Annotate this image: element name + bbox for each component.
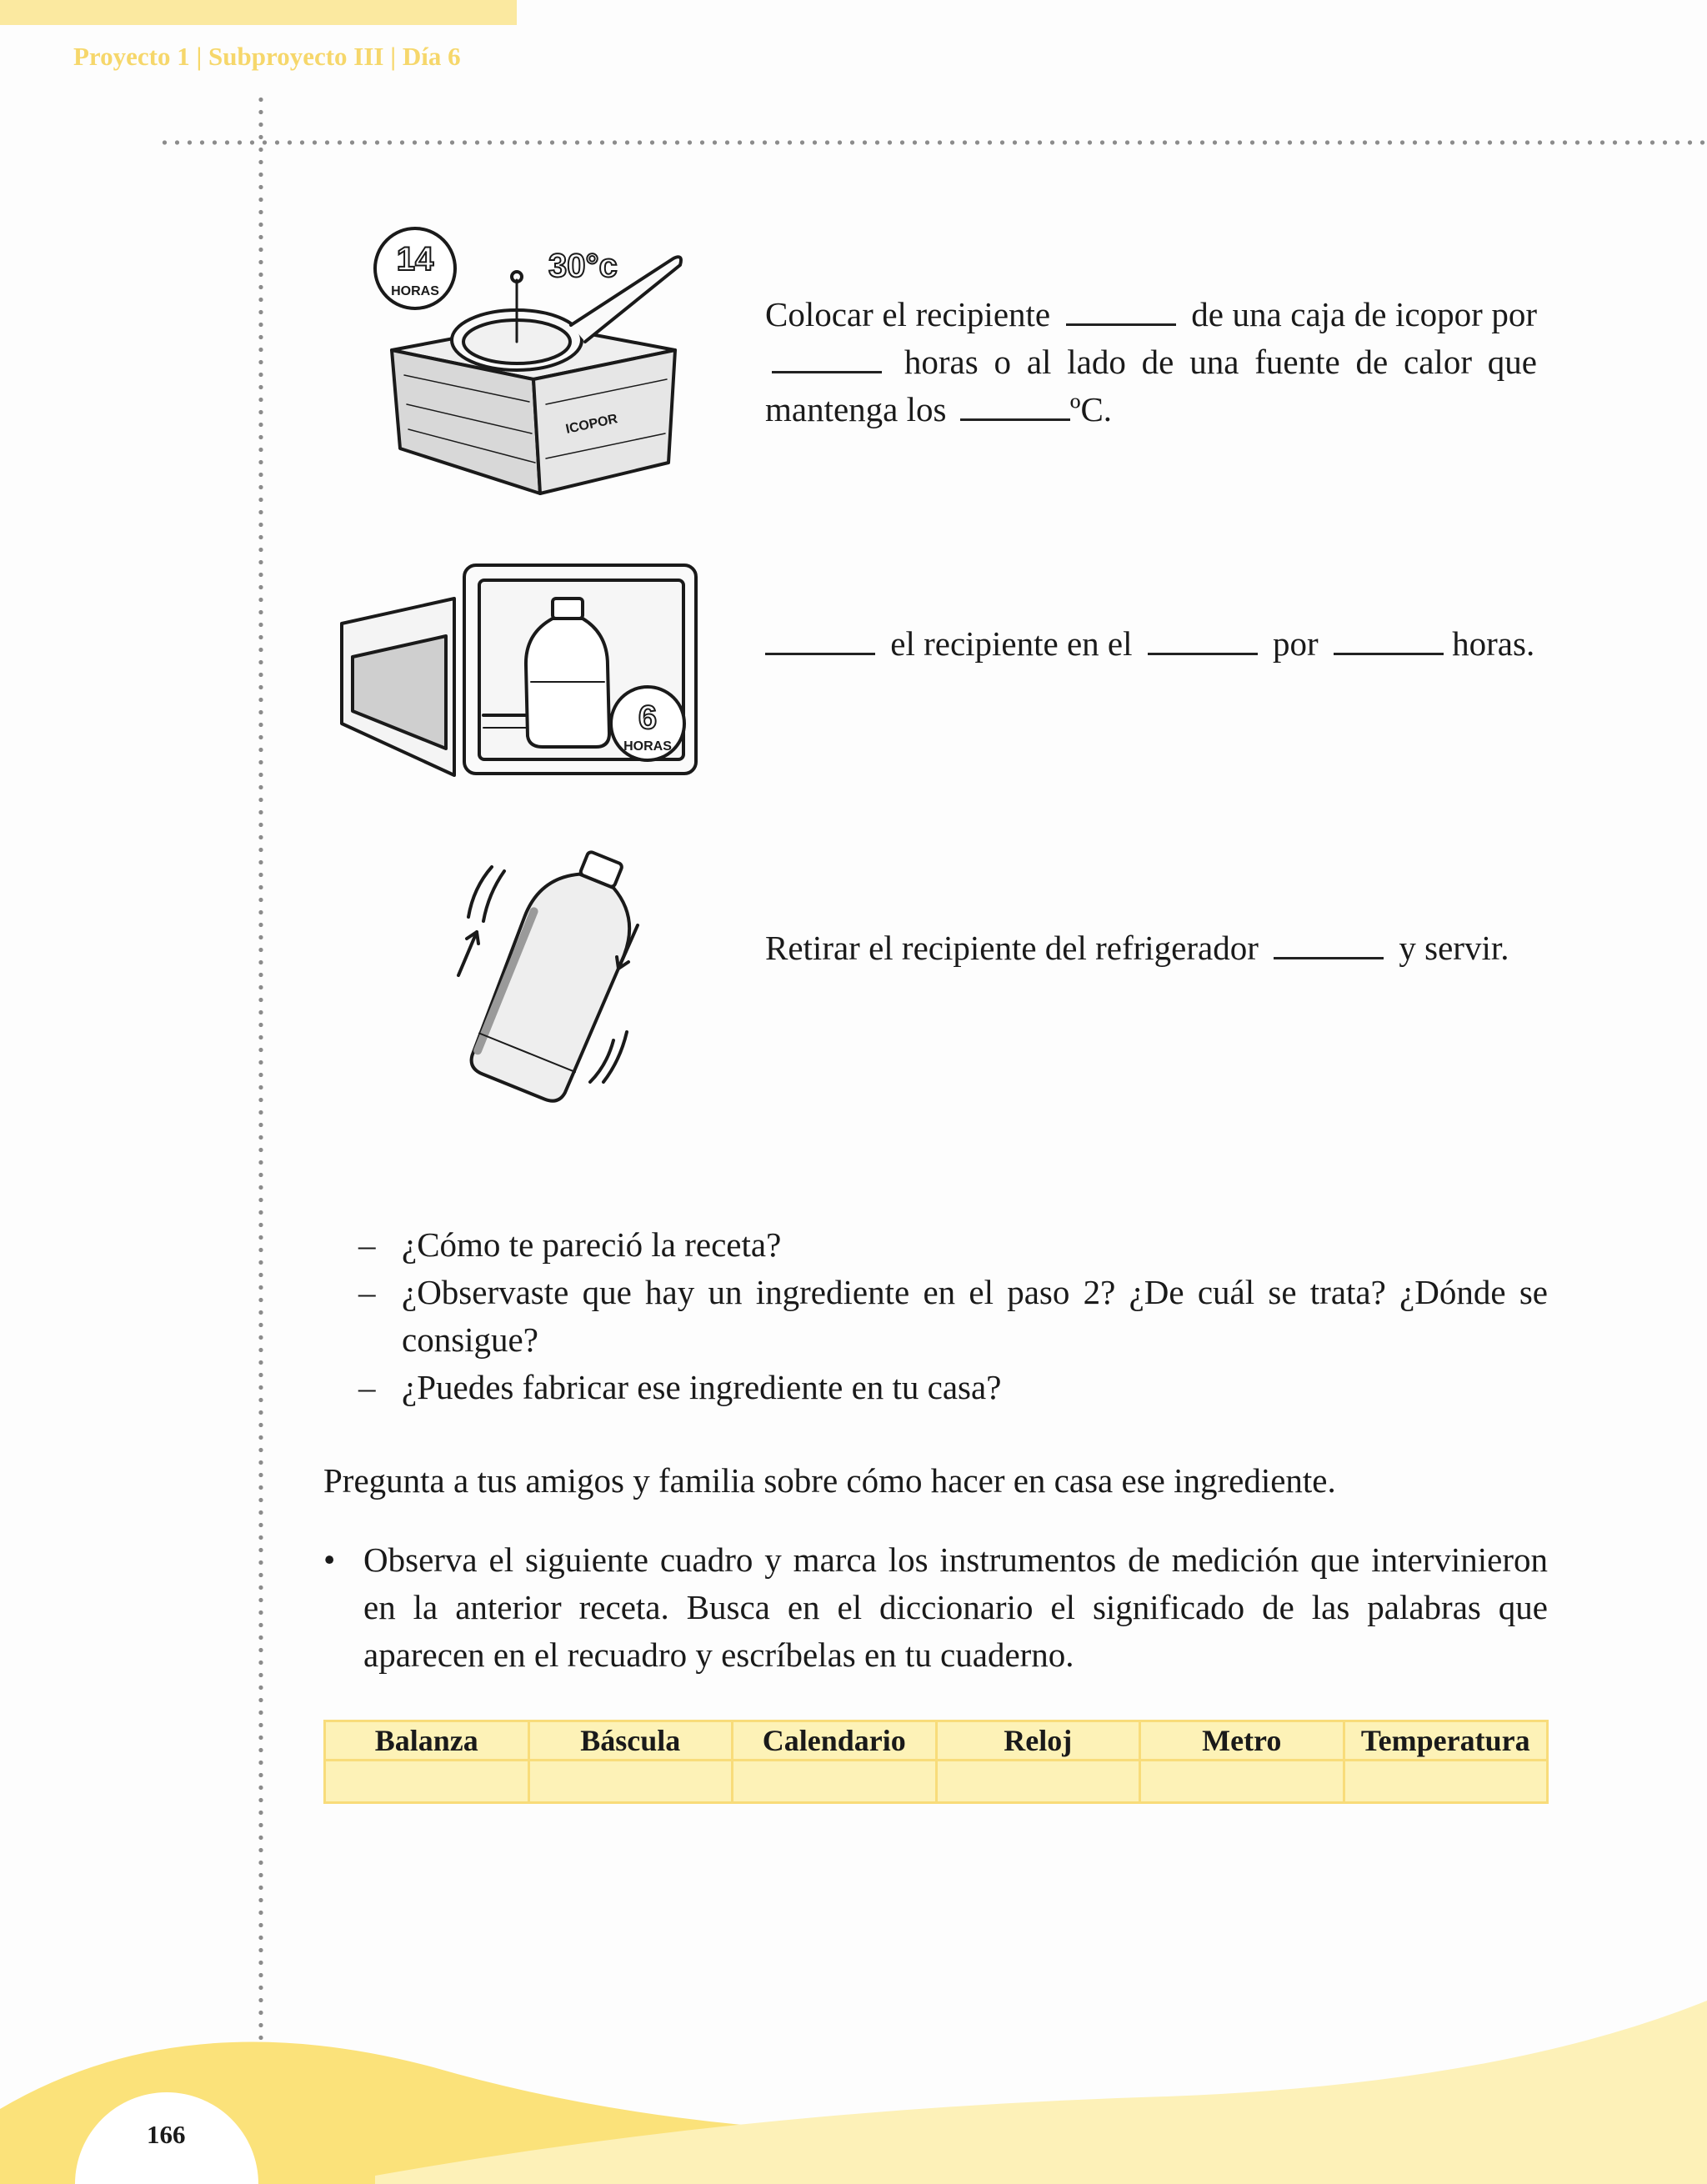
measurement-instruments-table [323,1720,1549,1804]
blank-2[interactable] [772,346,882,373]
blank-7[interactable] [1274,932,1384,959]
instruction-paragraph: Pregunta a tus amigos y familia sobre cómo hacer en casa ese ingrediente. [323,1461,1336,1500]
illustration-icopor-box [367,225,692,500]
step-1-part-2: de una caja de icopor por [1191,295,1537,333]
question-dash: – [358,1273,376,1311]
bullet-text: Observa el siguiente cuadro y marca los instrumentos de medición que intervinieron en la anterior receta. Busca en el diccionario el significado de las palabras que aparecen en el recuadro y escríbelas en tu cuaderno. [363,1540,1548,1674]
table-mark-row [325,1761,1548,1803]
question-item [358,1221,1548,1269]
mark-cell-calendario[interactable] [733,1761,937,1803]
blank-4[interactable] [765,628,875,655]
question-list [358,1221,1548,1411]
illustration-shaking-bottle [425,834,667,1109]
question-3: ¿Puedes fabricar ese ingrediente en tu casa? [402,1368,1002,1406]
blank-1[interactable] [1066,298,1176,326]
blank-6[interactable] [1334,628,1444,655]
step-2-part-3: horas. [1452,624,1535,663]
blank-3[interactable] [960,393,1070,421]
page-number: 166 [147,2120,186,2149]
step-3-part-2: y servir. [1399,929,1509,967]
table-header-cell: Temperatura [1344,1721,1548,1761]
question-dash: – [358,1368,376,1406]
question-item [358,1269,1548,1364]
box-label-icopor: ICOPOR [564,412,619,437]
question-2: ¿Observaste que hay un ingrediente en el paso 2? ¿De cuál se trata? ¿Dónde se consigue? [402,1273,1548,1359]
illustration-fridge-bottle [338,557,704,782]
mark-cell-temperatura[interactable] [1344,1761,1548,1803]
table-header-cell: Reloj [936,1721,1140,1761]
step-1-part-4: ºC. [1069,390,1113,428]
step-1-part-1: Colocar el recipiente [765,295,1051,333]
footer-wave [0,1984,1707,2184]
bullet-instruction [323,1536,1548,1679]
question-1: ¿Cómo te pareció la receta? [402,1225,782,1264]
mark-cell-reloj[interactable] [936,1761,1140,1803]
mark-cell-balanza[interactable] [325,1761,529,1803]
top-accent-bar [0,0,517,25]
step-3-part-1: Retirar el recipiente del refrigerador [765,929,1259,967]
table-header-row [325,1721,1548,1761]
temperature-label: 30°c [548,248,618,284]
table-header-cell: Calendario [733,1721,937,1761]
badge-label-horas-2: HORAS [623,739,672,754]
table-header-cell: Báscula [528,1721,733,1761]
dotted-margin-vertical [258,93,263,2077]
question-item [358,1364,1548,1411]
mark-cell-bascula[interactable] [528,1761,733,1803]
step-2-part-1: el recipiente en el [890,624,1133,663]
mark-cell-metro[interactable] [1140,1761,1344,1803]
question-dash: – [358,1225,376,1264]
bullet-symbol: • [323,1540,336,1579]
step-1-text [765,291,1537,433]
badge-number-14: 14 [396,241,434,278]
page-header: Proyecto 1 | Subproyecto III | Día 6 [73,42,461,71]
table-header-cell: Metro [1140,1721,1344,1761]
step-3-text [765,924,1537,972]
step-2-part-2: por [1273,624,1319,663]
badge-label-horas: HORAS [391,284,439,298]
step-1-part-3: horas o al lado de una fuente de calor que mantenga los [765,343,1538,428]
step-2-text [765,620,1537,668]
badge-number-6: 6 [638,699,658,736]
dotted-margin-horizontal [158,140,1707,145]
blank-5[interactable] [1148,628,1258,655]
table-header-cell: Balanza [325,1721,529,1761]
